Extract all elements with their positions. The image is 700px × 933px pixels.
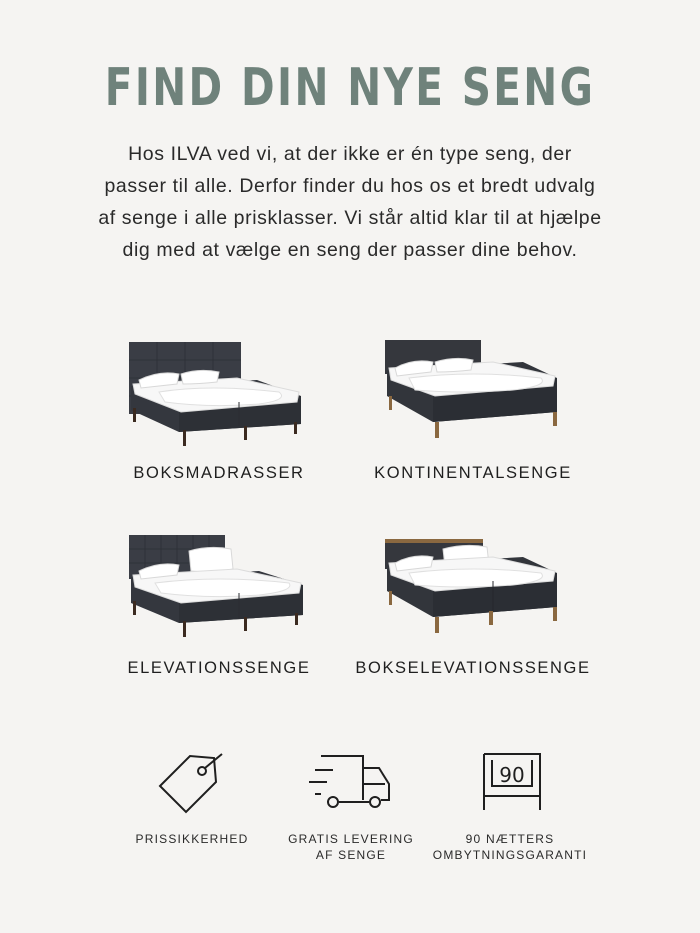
usp-label bbox=[102, 831, 282, 847]
usp-label-line: AF SENGE bbox=[315, 848, 387, 862]
intro-line: passer til alle. Derfor finder du hos os et bredt udvalg bbox=[104, 175, 596, 197]
category-label: BOKSMADRASSER bbox=[133, 464, 305, 482]
category-label: KONTINENTALSENGE bbox=[374, 464, 572, 482]
category-label: ELEVATIONSSENGE bbox=[127, 659, 311, 677]
usp-label bbox=[420, 831, 600, 863]
page-title: FIND DIN NYE SENG bbox=[104, 58, 596, 118]
intro-line: Hos ILVA ved vi, at der ikke er én type seng, der bbox=[128, 143, 572, 165]
usp-label bbox=[261, 831, 441, 863]
ninety-nights-icon bbox=[470, 750, 550, 820]
usp-label-line: GRATIS LEVERING bbox=[288, 832, 414, 846]
category-kontinentalsenge[interactable] bbox=[348, 340, 598, 510]
usp-free-delivery bbox=[261, 750, 441, 880]
delivery-truck-icon bbox=[301, 750, 401, 820]
intro-line: af senge i alle prisklasser. Vi står altid klar til at hjælpe bbox=[98, 207, 602, 229]
category-label: BOKSELEVATIONSSENGE bbox=[355, 659, 591, 677]
intro-text bbox=[70, 138, 630, 266]
continental-bed-image bbox=[373, 340, 573, 450]
category-boksmadrasser[interactable] bbox=[94, 340, 344, 510]
adjustable-continental-bed-image bbox=[373, 535, 573, 645]
usp-price-guarantee bbox=[102, 750, 282, 880]
intro-line: dig med at vælge en seng der passer dine behov. bbox=[122, 239, 578, 261]
category-bokselevationssenge[interactable] bbox=[348, 535, 598, 705]
usp-90-night-trial bbox=[420, 750, 600, 880]
usp-label-line: 90 NÆTTERS bbox=[465, 832, 555, 846]
price-tag-icon bbox=[152, 750, 232, 820]
category-elevationssenge[interactable] bbox=[94, 535, 344, 705]
usp-label-line: OMBYTNINGSGARANTI bbox=[432, 848, 588, 862]
adjustable-bed-image bbox=[119, 535, 319, 645]
ninety-badge-text: 90 bbox=[499, 763, 525, 787]
boxspring-bed-image bbox=[119, 340, 319, 450]
usp-label-line: PRISSIKKERHED bbox=[135, 832, 249, 846]
